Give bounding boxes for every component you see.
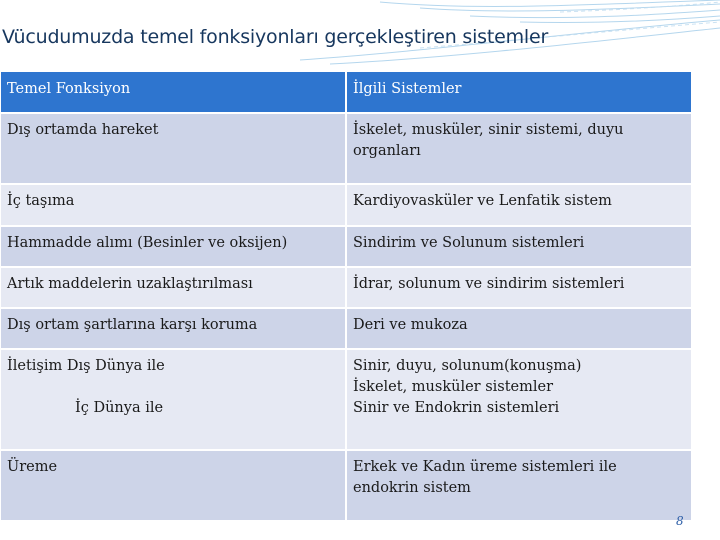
systems-line: organları [353, 143, 421, 159]
systems-line: Erkek ve Kadın üreme sistemleri ile [353, 459, 617, 475]
table-cell-systems [347, 451, 691, 520]
function-subtext: İç Dünya ile [75, 400, 164, 416]
systems-line: Kardiyovasküler ve Lenfatik sistem [353, 193, 612, 209]
table-cell-function [1, 451, 345, 520]
table-cell-function [1, 185, 345, 225]
function-text: Hammadde alımı (Besinler ve oksijen) [7, 235, 288, 251]
systems-line: Sindirim ve Solunum sistemleri [353, 235, 585, 251]
systems-line: İskelet, musküler sistemler [353, 379, 554, 395]
table-cell-systems [347, 185, 691, 225]
systems-line: Deri ve mukoza [353, 317, 468, 333]
table-cell-function [1, 350, 345, 449]
table-cell-function [1, 227, 345, 266]
table-header-systems: İlgili Sistemler [347, 72, 691, 112]
function-text: Artık maddelerin uzaklaştırılması [7, 276, 253, 292]
page-number: 8 [676, 514, 684, 528]
function-text: Dış ortam şartlarına karşı koruma [7, 317, 258, 333]
systems-line: İdrar, solunum ve sindirim sistemleri [353, 276, 625, 292]
function-text: Üreme [7, 459, 58, 475]
functions-table [1, 72, 691, 520]
function-text: Dış ortamda hareket [7, 122, 159, 138]
function-text: İletişim Dış Dünya ile [7, 358, 165, 374]
function-text: İç taşıma [7, 193, 75, 209]
systems-line: Sinir, duyu, solunum(konuşma) [353, 358, 582, 374]
table-cell-systems [347, 350, 691, 449]
table-header-function: Temel Fonksiyon [1, 72, 345, 112]
slide-title: Vücudumuzda temel fonksiyonları gerçekleştiren sistemler [2, 26, 549, 48]
table-cell-systems [347, 268, 691, 307]
systems-line: Sinir ve Endokrin sistemleri [353, 400, 560, 416]
table-cell-systems [347, 114, 691, 183]
table-cell-systems [347, 227, 691, 266]
table-cell-systems [347, 309, 691, 348]
table-cell-function [1, 114, 345, 183]
systems-line: İskelet, musküler, sinir sistemi, duyu [353, 122, 624, 138]
table-cell-function [1, 268, 345, 307]
systems-line: endokrin sistem [353, 480, 471, 496]
table-cell-function [1, 309, 345, 348]
